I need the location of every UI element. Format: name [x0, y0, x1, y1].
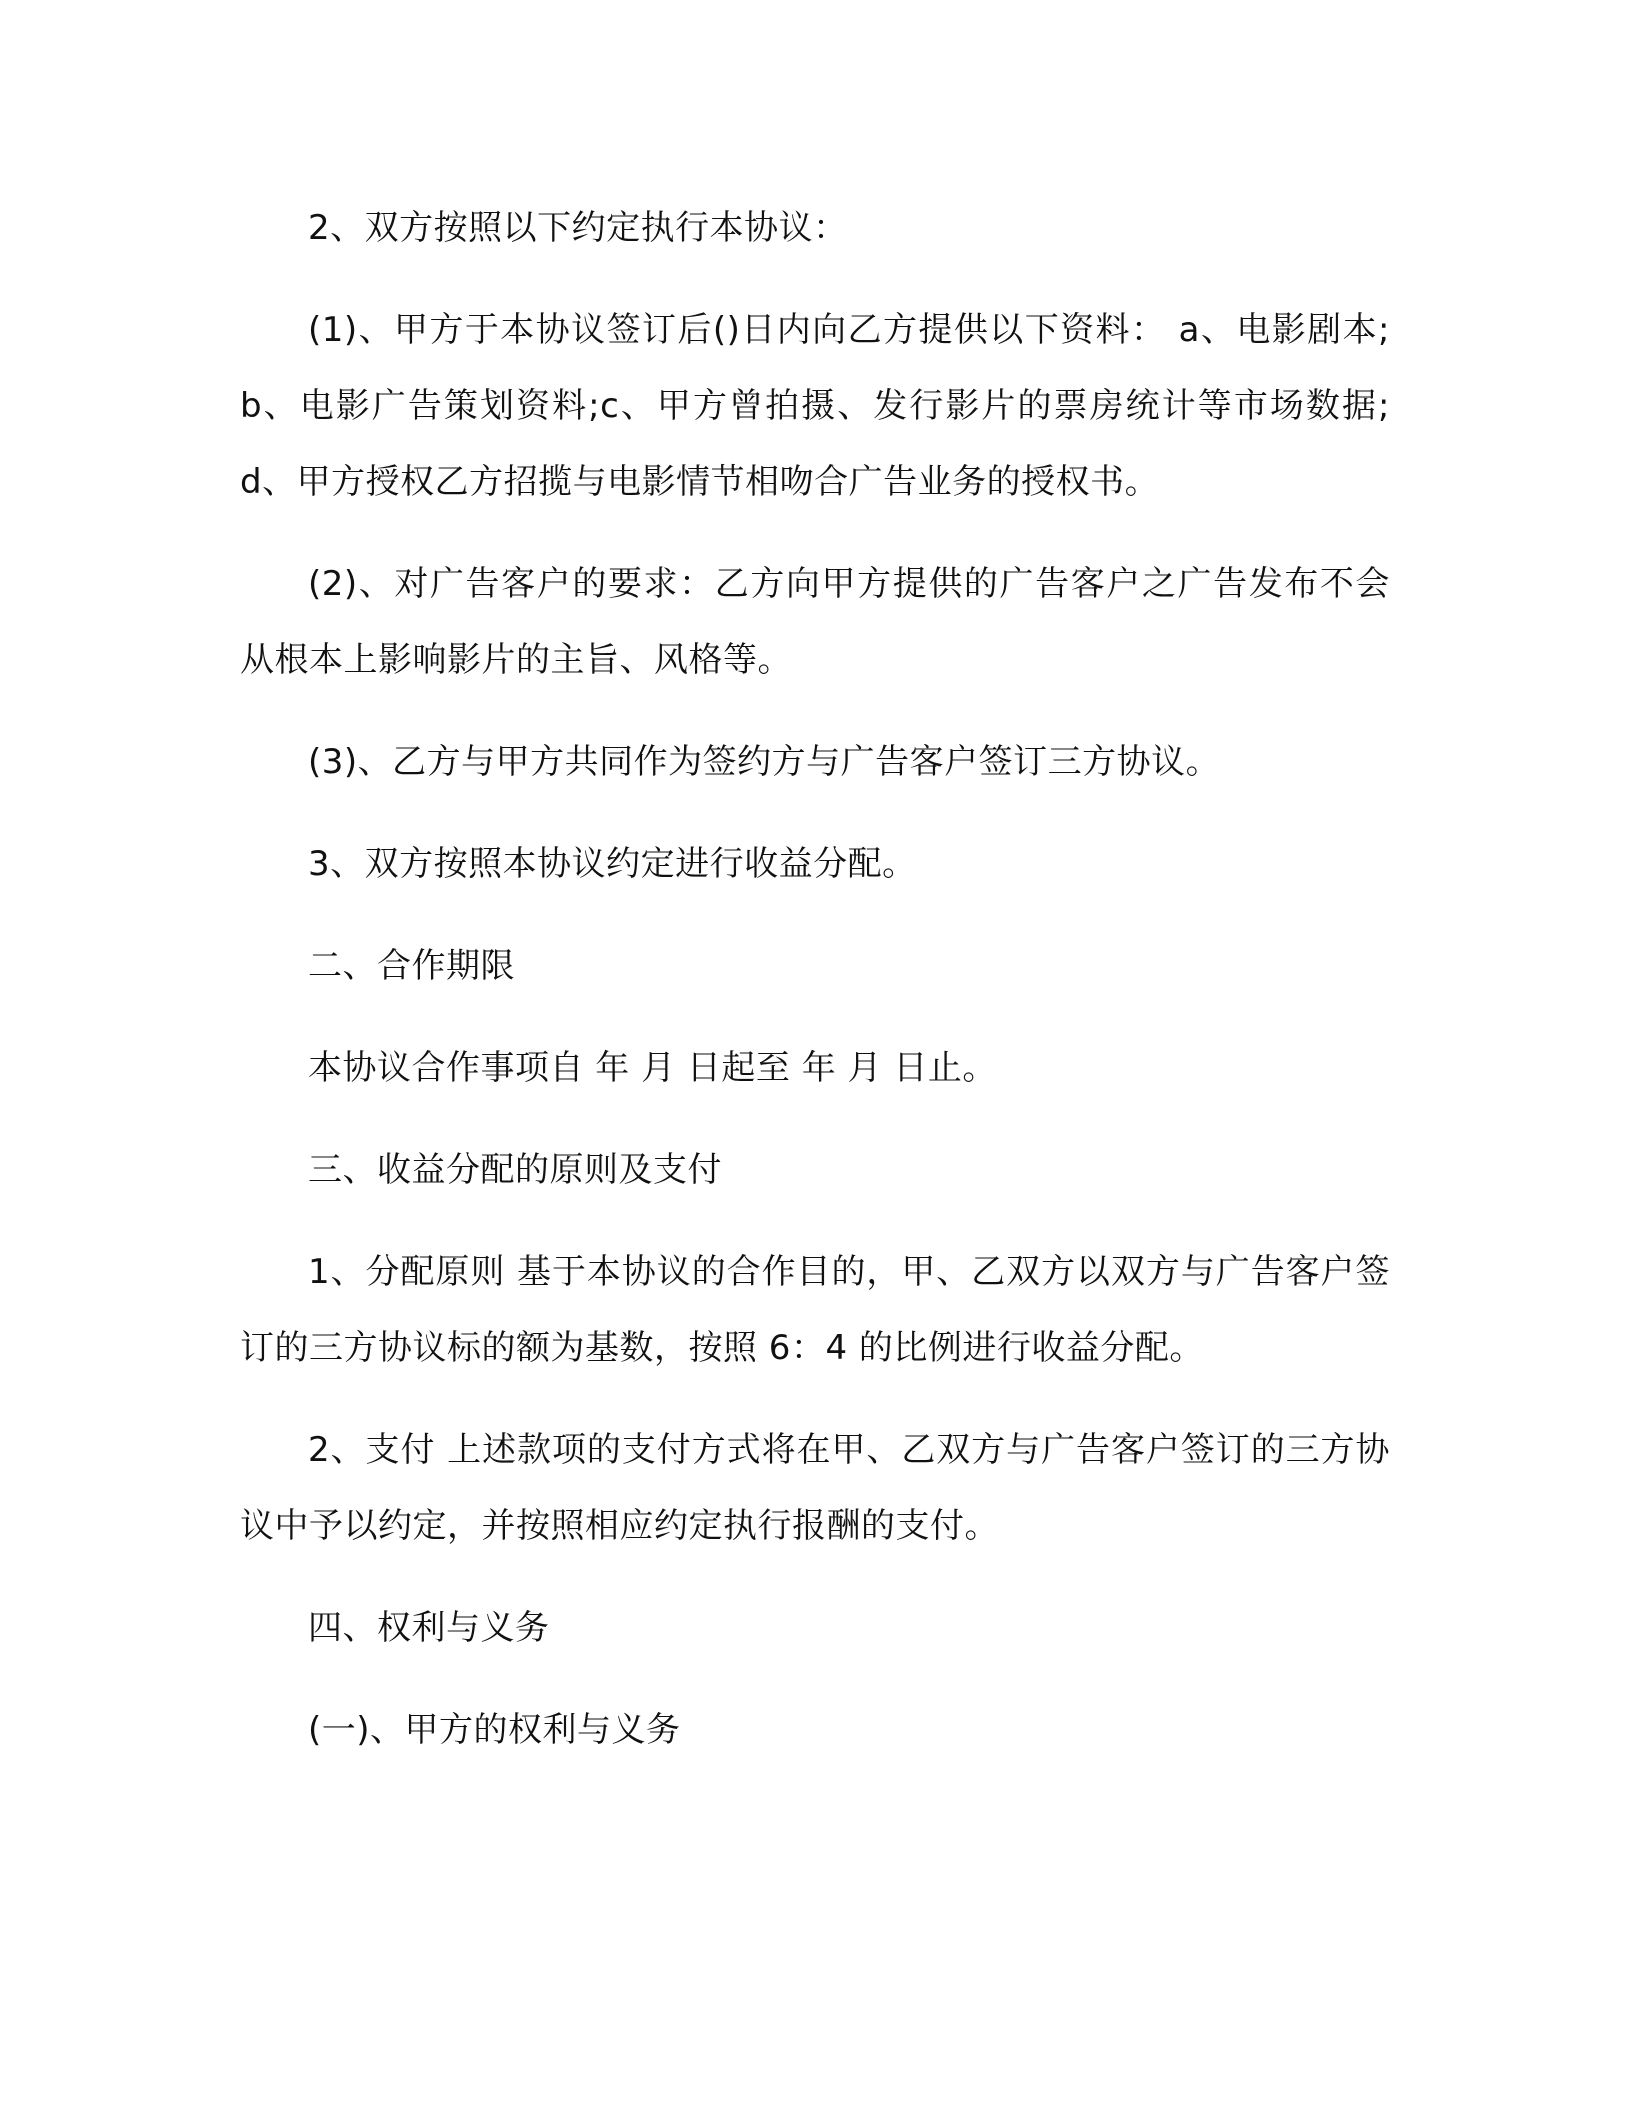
- clause-2-3-tripartite: (3)、乙方与甲方共同作为签约方与广告客户签订三方协议。: [308, 742, 1221, 782]
- clause-3-revenue: 3、双方按照本协议约定进行收益分配。: [308, 844, 917, 884]
- section-heading-rights: 四、权利与义务: [308, 1608, 550, 1648]
- clause-2-execution: 2、双方按照以下约定执行本协议：: [308, 208, 848, 248]
- revenue-principle: 1、分配原则 基于本协议的合作目的，甲、乙双方以双方与广告客户签订的三方协议标的额为基数，按照 6：4 的比例进行收益分配。: [240, 1252, 1390, 1368]
- subsection-heading-party-a: (一)、甲方的权利与义务: [308, 1710, 681, 1750]
- clause-2-2-client-requirements: (2)、对广告客户的要求：乙方向甲方提供的广告客户之广告发布不会从根本上影响影片的主旨、风格等。: [240, 564, 1390, 680]
- section-heading-revenue: 三、收益分配的原则及支付: [308, 1150, 722, 1190]
- clause-2-1-materials: (1)、甲方于本协议签订后()日内向乙方提供以下资料： a、电影剧本; b、电影广告策划资料;c、甲方曾拍摄、发行影片的票房统计等市场数据; d、甲方授权乙方招揽与电影情节相吻合广告业务的授权书。: [240, 310, 1390, 502]
- section-heading-term: 二、合作期限: [308, 946, 515, 986]
- term-period: 本协议合作事项自 年 月 日起至 年 月 日止。: [308, 1048, 997, 1088]
- document-body: [240, 190, 1390, 1794]
- revenue-payment: 2、支付 上述款项的支付方式将在甲、乙双方与广告客户签订的三方协议中予以约定，并按照相应约定执行报酬的支付。: [240, 1430, 1390, 1546]
